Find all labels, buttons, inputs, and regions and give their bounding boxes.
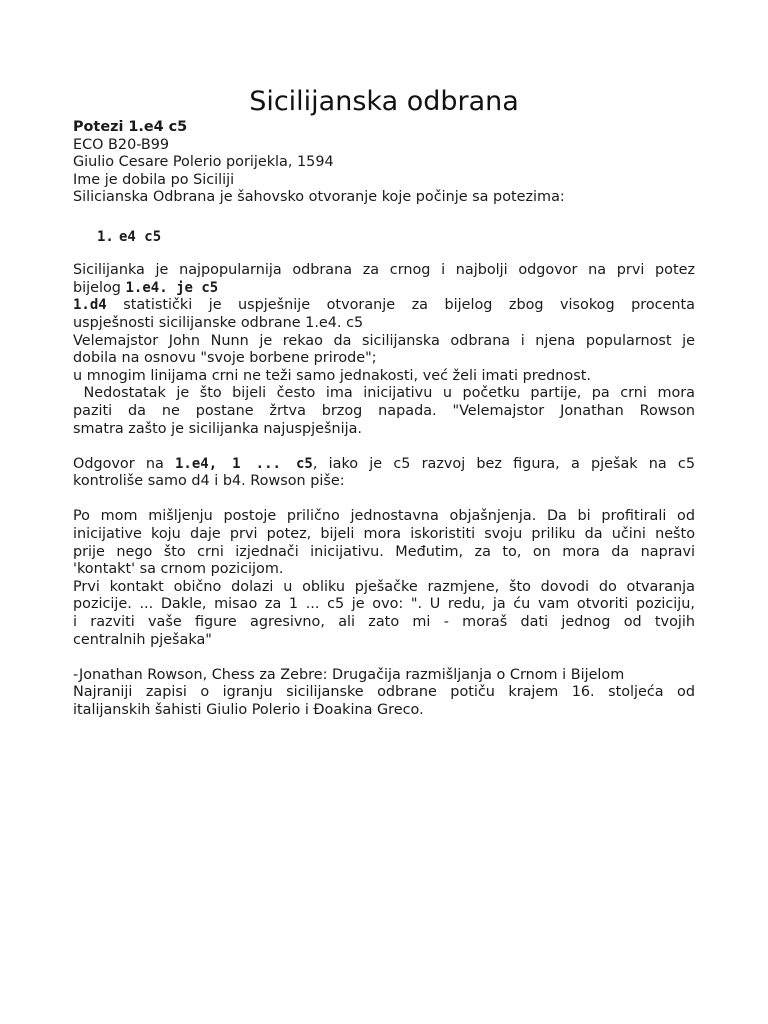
para1-text: bijelog	[73, 279, 126, 296]
spacer	[73, 491, 695, 509]
para3-line: i razviti vaše figure agresivno, ali zato mi - moraš dati jednog od tvojih	[73, 614, 695, 631]
para1-line: uspješnosti sicilijanske odbrane 1.e4. c5	[73, 314, 364, 331]
para3-line: 'kontakt' sa crnom pozicijom.	[73, 561, 284, 578]
list-number: 1.	[97, 228, 114, 245]
list-move: e4 c5	[119, 228, 162, 245]
para1-text: statistički je uspješnije otvoranje za bijelog zbog visokog procenta	[106, 297, 695, 314]
para1-line: smatra zašto je sicilijanka najuspješnija.	[73, 420, 362, 437]
eco-code: ECO B20-B99	[73, 136, 170, 153]
para1-line	[73, 280, 695, 298]
spacer	[73, 438, 695, 456]
para3-line: inicijative koju daje prvi potez, bijeli mora iskoristiti svoju priliku da učini nešto	[73, 526, 695, 543]
spacer	[73, 250, 695, 262]
para3-line: pozicije. ... Dakle, misao za 1 ... c5 je ovo: ". U redu, ja ću vam otvoriti poziciju,	[73, 596, 695, 613]
para4-line: Najraniji zapisi o igranju sicilijanske odbrane potiču krajem 16. stoljeća od	[73, 684, 695, 701]
named-line: Ime je dobila po Siciliji	[73, 171, 235, 188]
para2-line: kontroliše samo d4 i b4. Rowson piše:	[73, 473, 345, 490]
para4-line: italijanskih šahisti Giulio Polerio i Đoakina Greco.	[73, 702, 424, 718]
document-title: Sicilijanska odbrana	[249, 86, 519, 117]
moves-heading	[73, 119, 695, 137]
para1-line: Nedostatak je što bijeli često ima inicijativu u početku partije, pa crni mora	[73, 385, 695, 402]
para2-move: 1.e4, 1 ... c5	[174, 455, 313, 472]
para3-line: Po mom mišljenju postoje prilično jednostavna objašnjenja. Da bi profitirali od	[73, 508, 695, 525]
para1-line	[73, 297, 695, 315]
para1-line: u mnogim linijama crni ne teži samo jednakosti, već želi imati prednost.	[73, 367, 591, 384]
spacer	[73, 649, 695, 667]
document-page	[73, 84, 695, 720]
para1-line: paziti da ne postane žrtva brzog napada. "Velemajstor Jonathan Rowson	[73, 402, 695, 419]
para2-text: Odgovor na	[73, 455, 175, 472]
para2-line	[73, 456, 695, 474]
para1-move: 1.d4	[73, 297, 107, 314]
para4-line: -Jonathan Rowson, Chess za Zebre: Drugačija razmišljanja o Crnom i Bijelom	[73, 666, 625, 683]
para1-line: dobila na osnovu "svoje borbene prirode";	[73, 350, 377, 367]
para2-text: , iako je c5 razvoj bez figura, a pješak na c5	[312, 455, 695, 472]
spacer	[73, 207, 695, 225]
intro-line: Silicianska Odbrana je šahovsko otvoranje koje počinje sa potezima:	[73, 189, 565, 206]
para1-line: Velemajstor John Nunn je rekao da sicilijanska odbrana i njena popularnost je	[73, 332, 695, 349]
para3-line: centralnih pješaka"	[73, 631, 212, 648]
para3-line: Prvi kontakt obično dolazi u obliku pješačke razmjene, što dovodi do otvaranja	[73, 578, 695, 595]
para1-line: Sicilijanka je najpopularnija odbrana za crnog i najbolji odgovor na prvi potez	[73, 262, 695, 279]
origin-line: Giulio Cesare Polerio porijekla, 1594	[73, 154, 334, 171]
list-item	[73, 229, 695, 247]
para1-move: 1.e4. je c5	[125, 279, 219, 296]
para3-line: prije nego što crni izjednači inicijativu. Međutim, za to, on mora da napravi	[73, 543, 695, 560]
moves-heading-text: Potezi 1.e4 c5	[73, 119, 188, 135]
